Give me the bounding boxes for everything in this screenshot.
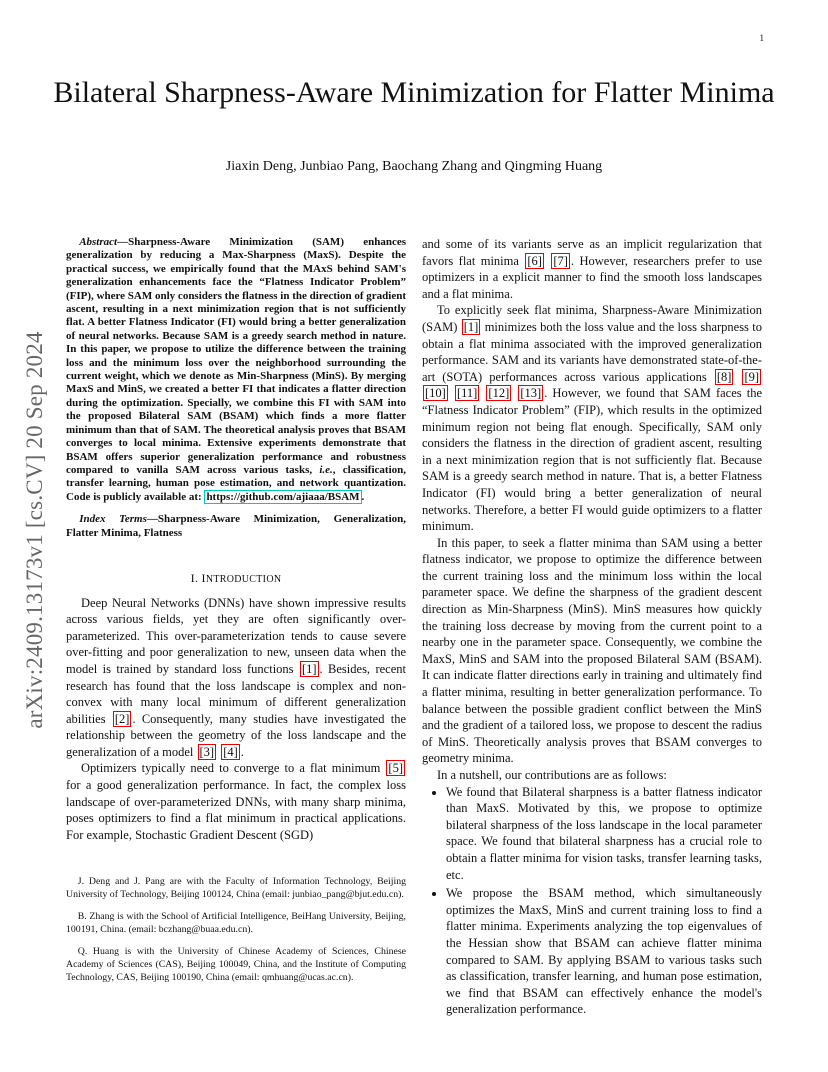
contributions-intro: In a nutshell, our contributions are as follows: [437, 768, 667, 782]
abstract-label: Abstract [79, 236, 118, 248]
code-link[interactable]: https://github.com/ajiaaa/BSAM [206, 490, 360, 503]
abstract-end: . [361, 490, 365, 503]
citation-link[interactable]: [4] [223, 744, 238, 759]
citation-link[interactable]: [5] [388, 761, 403, 776]
citation-link[interactable]: [7] [553, 253, 568, 268]
text-span: Deep Neural Networks (DNNs) have shown impressive results across various fields, yet they are often significantly over-parameterized. This over-parameterization tends to cause severe over-fitting and poor generalization to new, unseen data when the model is trained by standard loss functions [66, 595, 406, 676]
intro-paragraph-2 [66, 760, 406, 843]
contribution-item: • We propose the BSAM method, which simultaneously optimizes the MaxS, MinS and current training loss to find a flatter minima. Experiments analyzing the top eigenvalues of the Hessian show that BSAM can achieve flatter minima compared to SAM. By applying BSAM to various tasks such as classification, transfer learning, and human pose estimation, we find that BSAM can effectively enhance the model's generalization performance. [446, 885, 762, 1018]
text-span: . Consequently, many studies have investigated the relationship between the geometry of the loss landscape and the generalization of a model [66, 711, 407, 759]
text-span: for a good generalization performance. In fact, the complex loss landscape of over-parameterized DNNs, with many sharp minima, poses optimizers to find a flat minimum in practical applications. For example, Stochastic Gradient Descent (SGD) [66, 778, 406, 842]
right-column [422, 236, 762, 1020]
left-column [66, 236, 406, 843]
contribution-item: • We found that Bilateral sharpness is a batter flatness indicator than MaxS. Motivated by this, we propose to optimize bilateral sharpness of the loss landscape in the local parameter space. We found that bilateral sharpness has a crucial role to obtain a flatter minima for vision tasks, transfer learning tasks, etc. [446, 784, 762, 884]
citation-link[interactable]: [1] [463, 319, 479, 334]
citation-link[interactable]: [9] [744, 369, 760, 384]
section-numeral: I. [190, 570, 199, 585]
text-span: . [240, 744, 244, 759]
intro-paragraph-4: In this paper, to seek a flatter minima than SAM using a better flatness indicator, we propose to optimize the difference between the current training loss and the minimum loss within the local parameter space. We define the sharpness of the gradient descent direction as Min-Sharpness (MinS). MinS measures how quickly the training loss decrease by moving from the current point to a nearby one in the parameter space. Consequently, we combine the MaxS, MinS and SAM into the proposed Bilateral SAM (BSAM). It can indicate flatter directions early in training and ultimately find a flatter minima, resulting in better generalization performance. To balance between the possible gradient conflict between the MinS and the gradient of a tailored loss, we propose to descent the radius of MinS. Theoretically analysis proves that BSAM converges to geometry minima. [422, 535, 762, 766]
contributions-list [422, 784, 762, 1018]
author-list: Jiaxin Deng, Junbiao Pang, Baochang Zhang and Qingming Huang [225, 159, 603, 174]
index-terms [66, 513, 406, 540]
footnote-affiliation-3: Q. Huang is with the University of Chinese Academy of Sciences, Chinese Academy of Sciences (CAS), Beijing 100049, China, and the Institute of Computing Technology, CAS, Beijing 100190, China (email: qmhuang@ucas.ac.cn). [66, 946, 406, 983]
index-terms-body: —Sharpness-Aware Minimization, Generalization, Flatter Minima, Flatness [66, 513, 406, 539]
text-span: . Besides, recent research has found that the loss landscape is complex and non-convex with many local minimum of different generalization abilities [66, 661, 406, 726]
section-title-rest: NTRODUCTION [205, 573, 282, 585]
citation-link[interactable]: [1] [301, 661, 317, 676]
paper-title: Bilateral Sharpness-Aware Minimization for Flatter Minima [53, 76, 775, 109]
citation-link[interactable]: [6] [527, 253, 542, 268]
arxiv-identifier: arXiv:2409.13173v1 [cs.CV] 20 Sep 2024 [22, 331, 47, 729]
citation-link[interactable]: [13] [520, 386, 542, 401]
intro-paragraph-3 [422, 302, 762, 534]
footnote-affiliation-1: J. Deng and J. Pang are with the Faculty of Information Technology, Beijing University of Technology, Beijing 100124, China (email: junbiao_pang@bjut.edu.cn). [66, 876, 406, 900]
citation-link[interactable]: [11] [456, 386, 478, 401]
section-first-letter: I [201, 570, 206, 585]
citation-link[interactable]: [8] [716, 369, 732, 384]
author-footnotes [66, 876, 406, 994]
text-span: minimizes both the loss value and the loss sharpness to obtain a flat minima associated with the improved generalization performance. SAM and its variants have demonstrated state-of-the-art (SOTA) performances across various applications [422, 319, 762, 384]
abstract [66, 236, 406, 504]
abstract-body-cont: , classification, transfer learning, human pose estimation, and network quantization. Code is publicly available at: [66, 463, 406, 503]
citation-link[interactable]: [12] [488, 386, 510, 401]
intro-paragraph-2-cont [422, 236, 762, 302]
text-span: and some of its variants serve as an implicit regularization that favors flat minima [422, 237, 762, 268]
text-span: . However, we found that SAM faces the “Flatness Indicator Problem” (FIP), which results in the optimized minimum region not being flat enough. Specifically, SAM only considers the flatness in the direction of gradient ascent, resulting in a next minimization region that is not sufficiently flat. Because SAM is a greedy search method in nature. That is, a better Flatness Indicator (FI) would bring a better generalization of neural networks. Therefore, a better FI would guide optimizers to a flatter minimum. [422, 386, 763, 534]
text-span: To explicitly seek flat minima, Sharpness-Aware Minimization (SAM) [422, 303, 762, 334]
citation-link[interactable]: [3] [199, 744, 215, 759]
intro-paragraph-1 [66, 595, 406, 761]
section-heading-introduction [66, 570, 406, 589]
abstract-body: —Sharpness-Aware Minimization (SAM) enhances generalization by reducing a Max-Sharpness (MaxS). Despite the practical success, we empirically found that the MAxS behind SAM's generalization enhancements face the “Flatness Indicator Problem” (FIP), where SAM only considers the flatness in the direction of gradient ascent, resulting in a next minimization region that is not sufficiently flat. A better Flatness Indicator (FI) would bring a better generalization of neural networks. Because SAM is a greedy search method in nature. In this paper, we propose to utilize the difference between the training loss and the minimum loss over the neighborhood surrounding the current weight, which we denote as Min-Sharpness (MinS). By merging MaxS and MinS, we created a better FI that indicates a flatter direction during the optimization. Specially, we combine this FI with SAM into the proposed Bilateral SAM (BSAM) which finds a more flatter minimum than that of SAM. The theoretical analysis proves that BSAM converges to local minima. Extensive experiments demonstrate that BSAM offers superior generalization performance and robustness compared to vanilla SAM across various tasks, [66, 236, 406, 476]
footnote-affiliation-2: B. Zhang is with the School of Artificial Intelligence, BeiHang University, Beijing, 100191, China. (email: bczhang@buaa.edu.cn). [66, 911, 406, 935]
index-terms-label: Index Terms [79, 513, 147, 526]
text-span: Optimizers typically need to converge to a flat minimum [81, 761, 386, 776]
citation-link[interactable]: [10] [425, 386, 446, 401]
citation-link[interactable]: [2] [114, 711, 130, 726]
text-span: . However, researchers prefer to use optimizers in a explicit manner to find the smooth loss landscapes and a flat minima. [422, 253, 762, 301]
page-number: 1 [759, 33, 764, 43]
arxiv-sidebar-stamp [20, 290, 50, 770]
abstract-ie: i.e. [319, 463, 333, 476]
